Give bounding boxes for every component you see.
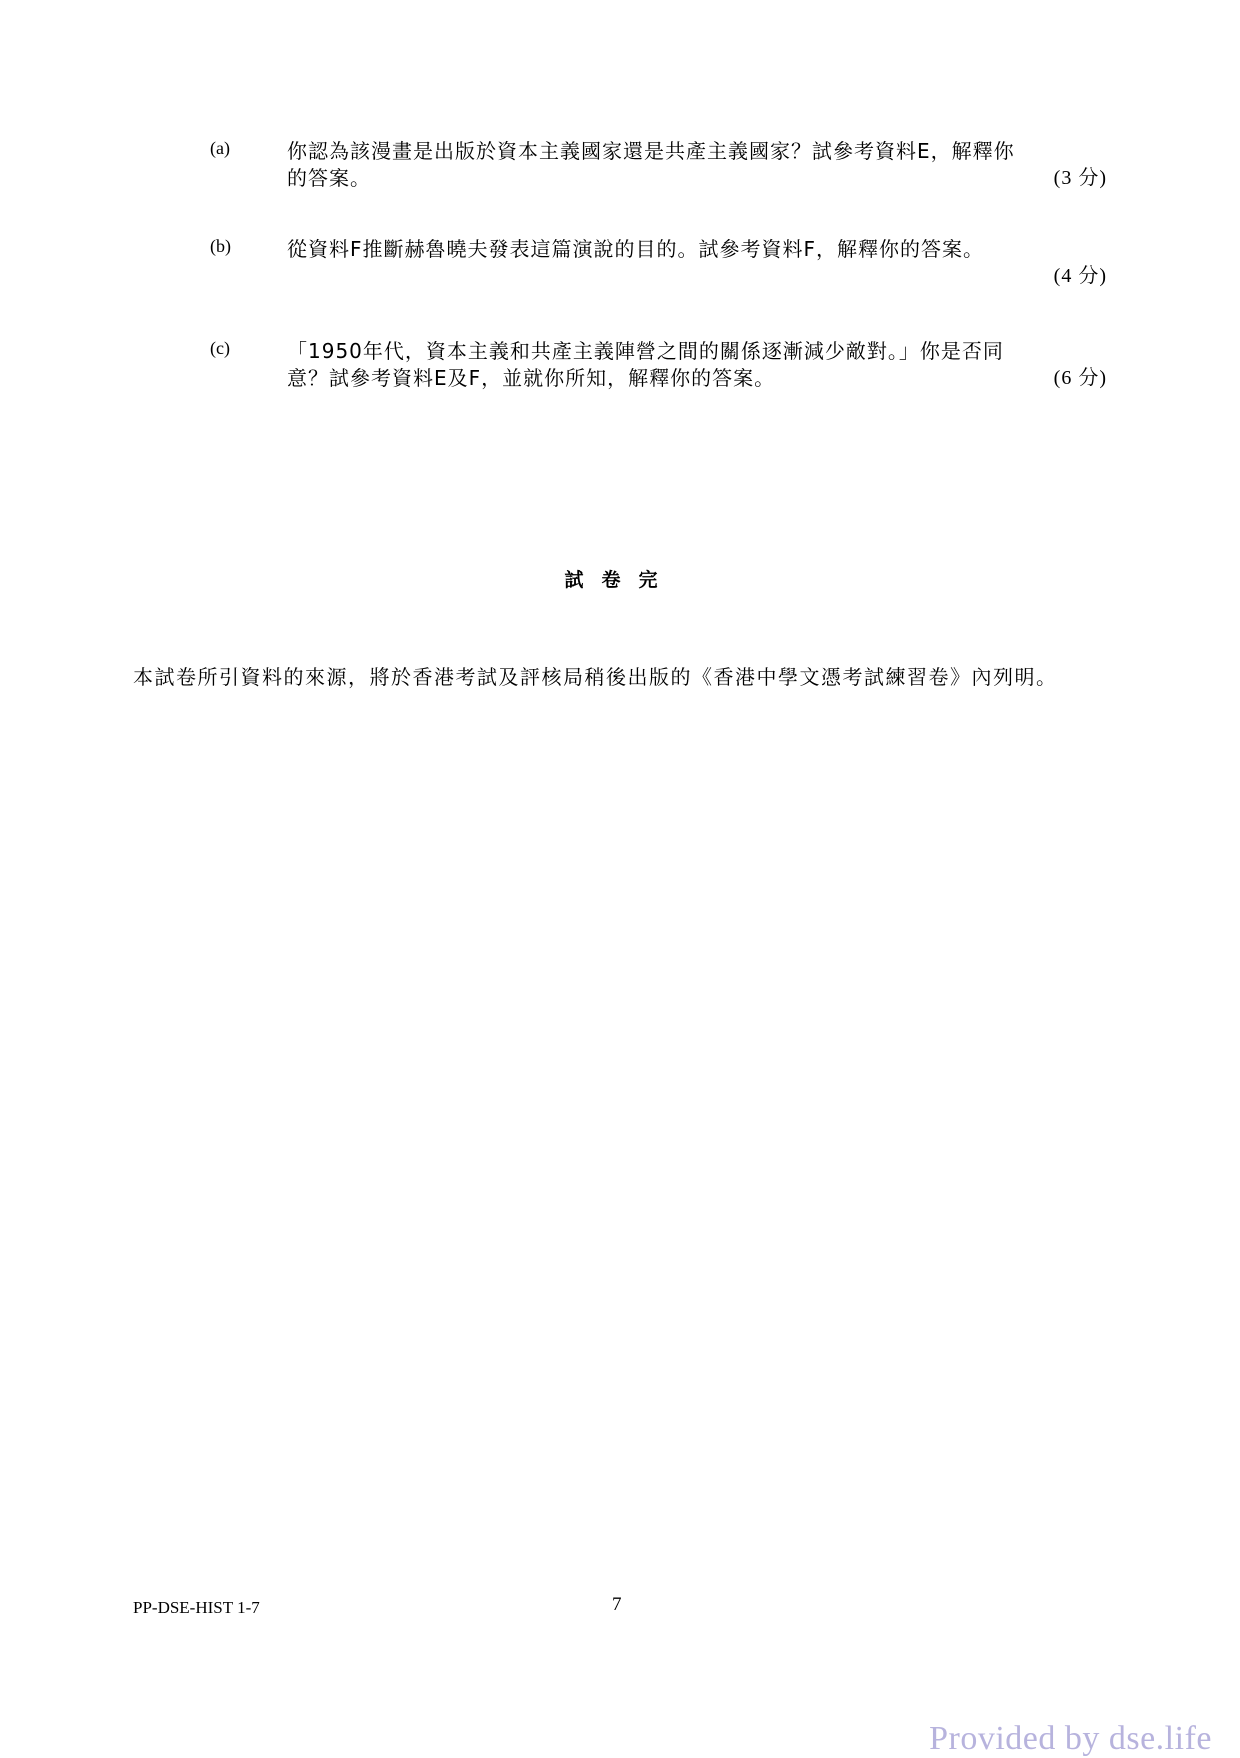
marks: (3 分): [1053, 167, 1107, 189]
source-note: 本試卷所引資料的來源，將於香港考試及評核局稍後出版的《香港中學文憑考試練習卷》內列明。: [133, 665, 1058, 689]
marks: (6 分): [1053, 367, 1107, 389]
question-line-text: 意？試參考資料E及F，並就你所知，解釋你的答案。: [287, 366, 776, 390]
question-line: [287, 165, 1107, 192]
marks: (4 分): [1053, 265, 1107, 287]
question-line: 從資料F推斷赫魯曉夫發表這篇演說的目的。試參考資料F，解釋你的答案。: [287, 237, 985, 261]
question-text: [287, 138, 1107, 192]
question-line: [287, 263, 1107, 290]
question-label: (c): [210, 338, 230, 358]
paper-code: PP-DSE-HIST 1-7: [133, 1598, 260, 1617]
watermark: Provided by dse.life: [929, 1720, 1212, 1757]
question-label: (a): [210, 138, 230, 158]
question-line: [287, 365, 1107, 392]
question-text: [287, 338, 1107, 392]
question-line: 你認為該漫畫是出版於資本主義國家還是共產主義國家？試參考資料E，解釋你: [287, 139, 1015, 163]
question-label: (b): [210, 236, 231, 256]
end-of-paper-title: 試卷完: [564, 569, 676, 591]
page-number: 7: [612, 1594, 622, 1615]
question-line-text: 的答案。: [287, 166, 371, 190]
question-text: [287, 236, 1107, 290]
question-line: 「1950年代，資本主義和共產主義陣營之間的關係逐漸減少敵對。」你是否同: [287, 339, 1004, 363]
